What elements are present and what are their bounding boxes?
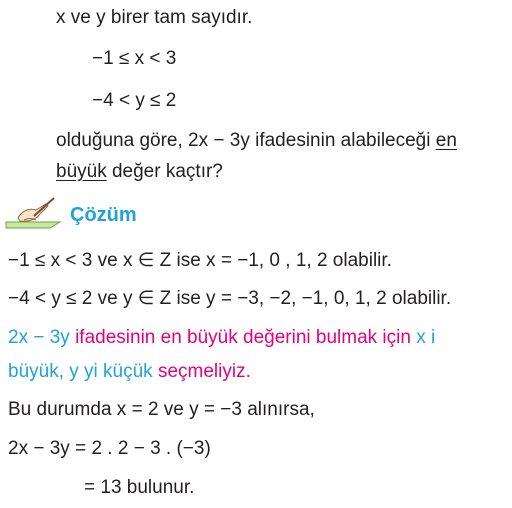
solution-result: = 13 bulunur.: [84, 477, 195, 498]
problem-underline-en: en: [435, 130, 457, 151]
solution-text-pink: ifadesinin en büyük değerini bulmak için: [75, 327, 411, 348]
solution-title: Çözüm: [70, 204, 137, 226]
problem-question-end: değer kaçtır?: [106, 161, 223, 182]
solution-buyuk: büyük,: [8, 361, 64, 382]
problem-underline-buyuk: büyük: [56, 161, 107, 182]
solution-line-1: −1 ≤ x < 3 ve x ∈ Z ise x = −1, 0 , 1, 2 olabilir.: [8, 250, 392, 271]
solution-line-2: −4 < y ≤ 2 ve y ∈ Z ise y = −3, −2, −1, 0, 1, 2 olabilir.: [8, 288, 452, 309]
problem-question-text: olduğuna göre, 2x − 3y ifadesinin alabileceği: [56, 130, 431, 151]
solution-line-3: [8, 326, 435, 350]
solution-line-4: [8, 360, 251, 384]
solution-expression: 2x − 3y: [8, 327, 70, 348]
problem-line-1: x ve y birer tam sayıdır.: [56, 7, 253, 28]
solution-secmeliyiz: seçmeliyiz.: [157, 361, 251, 382]
writing-hand-icon: [4, 196, 64, 230]
solution-line-5: Bu durumda x = 2 ve y = −3 alınırsa,: [8, 399, 315, 420]
solution-y-kucuk: y yi küçük: [69, 361, 153, 382]
solution-line-6: 2x − 3y = 2 . 2 − 3 . (−3): [8, 438, 211, 459]
problem-question-line-2: [56, 160, 223, 184]
problem-inequality-x: −1 ≤ x < 3: [92, 48, 177, 69]
problem-inequality-y: −4 < y ≤ 2: [92, 90, 177, 111]
solution-header: [0, 196, 200, 236]
solution-x-i: x i: [416, 327, 436, 348]
problem-question-line-1: [56, 129, 457, 153]
